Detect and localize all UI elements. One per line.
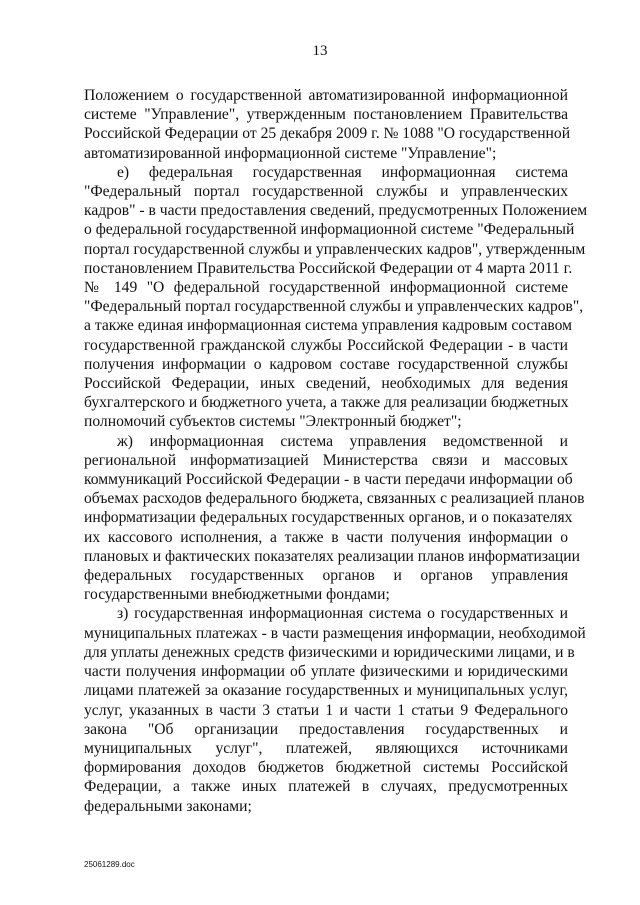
text-line: автоматизированной информационной системе "Управление";: [84, 144, 497, 162]
text-line: Российской Федерации, иных сведений, необходимых для ведения: [84, 375, 568, 393]
paragraph-item-zh: [84, 432, 585, 605]
document-body: [84, 86, 588, 816]
text-line: а также единая информационная система управления кадровым составом: [84, 317, 573, 335]
text-line: объемах расходов федерального бюджета, связанных с реализацией планов: [84, 490, 585, 508]
text-line: части получения информации об уплате физическими и юридическими: [84, 663, 568, 681]
paragraph-item-z: [84, 604, 586, 815]
page-number: 13: [312, 43, 328, 59]
text-line: бухгалтерского и бюджетного учета, а также для реализации бюджетных: [84, 394, 569, 412]
text-line: № 149 "О федеральной государственной информационной системе: [84, 279, 568, 297]
text-line: получения информации о кадровом составе государственной службы: [84, 355, 568, 373]
text-line: для уплаты денежных средств физическими и юридическими лицами, и в: [84, 643, 575, 661]
text-line: муниципальных услуг", платежей, являющихся источниками: [84, 739, 568, 757]
text-line: лицами платежей за оказание государственных и муниципальных услуг,: [84, 682, 568, 700]
text-line: Российской Федерации от 25 декабря 2009 г. № 1088 "О государственной: [84, 125, 571, 143]
text-line: государственной гражданской службы Российской Федерации - в части: [84, 336, 568, 354]
text-line: Федерации, а также иных платежей в случаях, предусмотренных: [84, 778, 568, 796]
text-line: ж) информационная система управления ведомственной и: [117, 432, 568, 450]
text-line: плановых и фактических показателях реализации планов информатизации: [84, 547, 580, 565]
text-line: полномочий субъектов системы "Электронный бюджет";: [84, 413, 462, 431]
text-line: региональной информатизацией Министерства связи и массовых: [84, 451, 568, 469]
text-line: з) государственная информационная система о государственных и: [117, 605, 568, 623]
paragraph-continuation: [84, 86, 571, 163]
text-line: постановлением Правительства Российской Федерации от 4 марта 2011 г.: [84, 259, 573, 277]
text-line: системе "Управление", утвержденным постановлением Правительства: [84, 106, 568, 124]
text-line: портал государственной службы и управленческих кадров", утвержденным: [84, 240, 586, 258]
text-line: кадров" - в части предоставления сведений, предусмотренных Положением: [84, 202, 588, 220]
text-line: их кассового исполнения, а также в части получения информации о: [84, 528, 568, 546]
text-line: Положением о государственной автоматизированной информационной: [84, 87, 568, 104]
text-line: "Федеральный портал государственной службы и управленческих кадров",: [84, 298, 584, 316]
text-line: федеральных государственных органов и органов управления: [84, 567, 568, 585]
text-line: формирования доходов бюджетов бюджетной системы Российской: [84, 759, 568, 777]
text-line: государственными внебюджетными фондами;: [84, 586, 390, 604]
text-line: услуг, указанных в части 3 статьи 1 и части 1 статьи 9 Федерального: [84, 701, 568, 719]
text-line: закона "Об организации предоставления государственных и: [84, 720, 568, 738]
text-line: о федеральной государственной информационной системе "Федеральный: [84, 221, 575, 239]
text-line: информатизации федеральных государственных органов, и о показателях: [84, 509, 573, 527]
paragraph-item-e: [84, 163, 588, 432]
text-line: "Федеральный портал государственной службы и управленческих: [84, 183, 568, 201]
text-line: е) федеральная государственная информационная система: [117, 163, 568, 181]
text-line: коммуникаций Российской Федерации - в части передачи информации об: [84, 471, 573, 489]
text-line: федеральными законами;: [84, 797, 252, 815]
file-name-footer: 25061289.doc: [84, 860, 135, 869]
text-line: муниципальных платежах - в части размещения информации, необходимой: [84, 624, 586, 642]
